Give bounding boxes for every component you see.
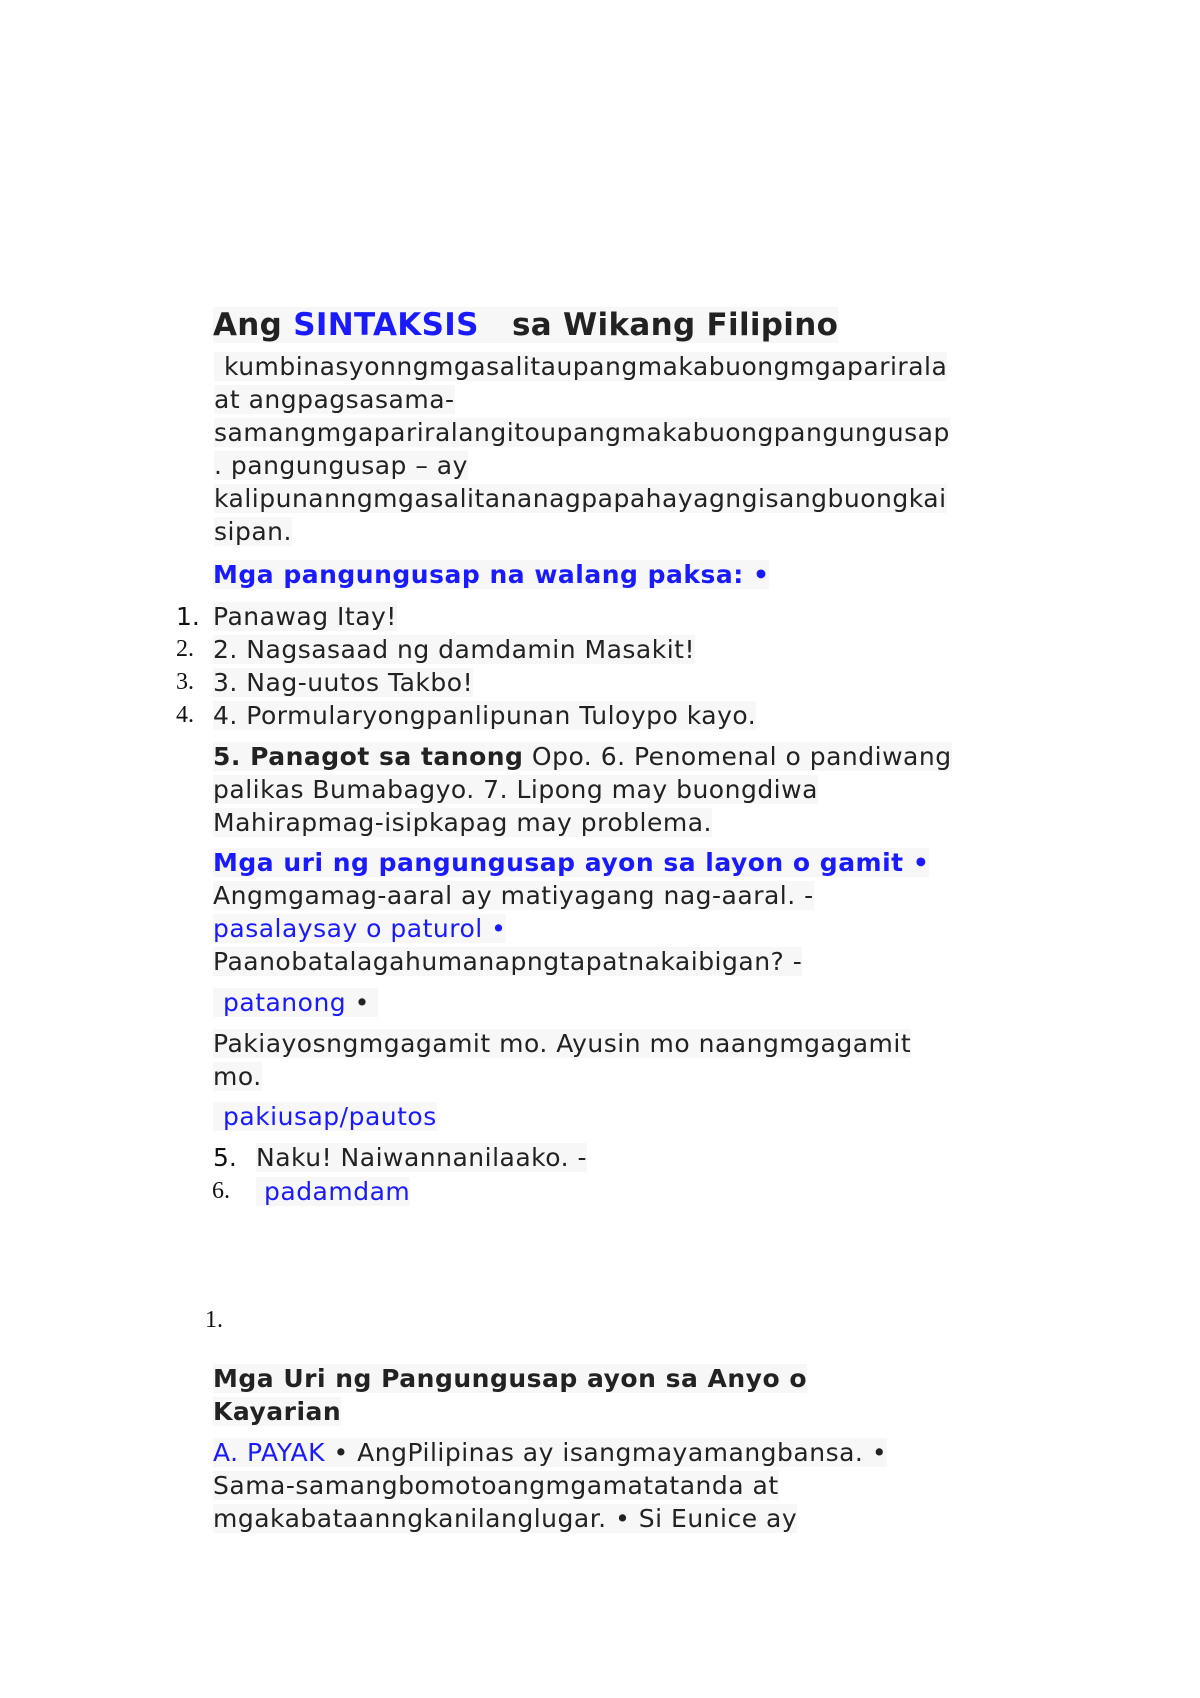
list-item: 4. Pormularyongpanlipunan Tuloypo kayo. xyxy=(213,701,757,730)
label-payak: A. PAYAK xyxy=(213,1438,326,1467)
list-number: 6. xyxy=(212,1178,230,1204)
section1-paragraph: 5. Panagot sa tanong Opo. 6. Penomenal o pandiwang palikas Bumabagyo. 7. Lipong may buongdiwa Mahirapmag-isipkapag may problema. xyxy=(213,742,952,837)
label-padamdam: padamdam xyxy=(256,1175,410,1208)
list-item: 3. Nag-uutos Takbo! xyxy=(213,668,474,697)
section2-paragraph: Pakiayosngmgagamit mo. Ayusin mo naangmgagamit mo. xyxy=(213,1029,912,1091)
label-pasalaysay: pasalaysay o paturol • xyxy=(213,914,507,943)
section1-heading: Mga pangungusap na walang paksa: • xyxy=(213,560,770,589)
list-number: 2. xyxy=(176,636,194,662)
section2-heading: Mga uri ng pangungusap ayon sa layon o gamit • xyxy=(213,848,930,877)
list-number: 5. xyxy=(213,1143,237,1172)
section3-paragraph: A. PAYAK • AngPilipinas ay isangmayamangbansa. • Sama-samangbomotoangmgamatatanda at mgakabataanngkanilanglugar. • Si Eunice ay xyxy=(213,1438,888,1533)
list-item: Naku! Naiwannanilaako. - xyxy=(256,1143,588,1172)
section2-line: Angmgamag-aaral ay matiyagang nag-aaral. - xyxy=(213,881,814,910)
section3-heading: Mga Uri ng Pangungusap ayon sa Anyo o Kayarian xyxy=(213,1364,808,1426)
list-item: 2. Nagsasaad ng damdamin Masakit! xyxy=(213,635,695,664)
list-number: 3. xyxy=(176,669,194,695)
label-patanong: patanong • xyxy=(213,986,378,1019)
section2-line: Paanobatalagahumanapngtapatnakaibigan? - xyxy=(213,947,803,976)
stray-list-number: 1. xyxy=(205,1307,223,1333)
title-highlight: SINTAKSIS xyxy=(293,307,479,343)
page-title: Ang SINTAKSIS sa Wikang Filipino xyxy=(213,307,839,343)
definition-paragraph: kumbinasyonngmgasalitaupangmakabuongmgaparirala at angpagsasama- samangmgapariralangitoupangmakabuongpangungusap . pangungusap – ay kalipunanngmgasalitananagpapahayagngisangbuongkai sipan. xyxy=(214,352,950,546)
label-pakiusap: pakiusap/pautos xyxy=(213,1100,437,1133)
list-number: 1. xyxy=(176,602,200,631)
list-number: 4. xyxy=(176,702,194,728)
list-item: Panawag Itay! xyxy=(213,602,397,631)
